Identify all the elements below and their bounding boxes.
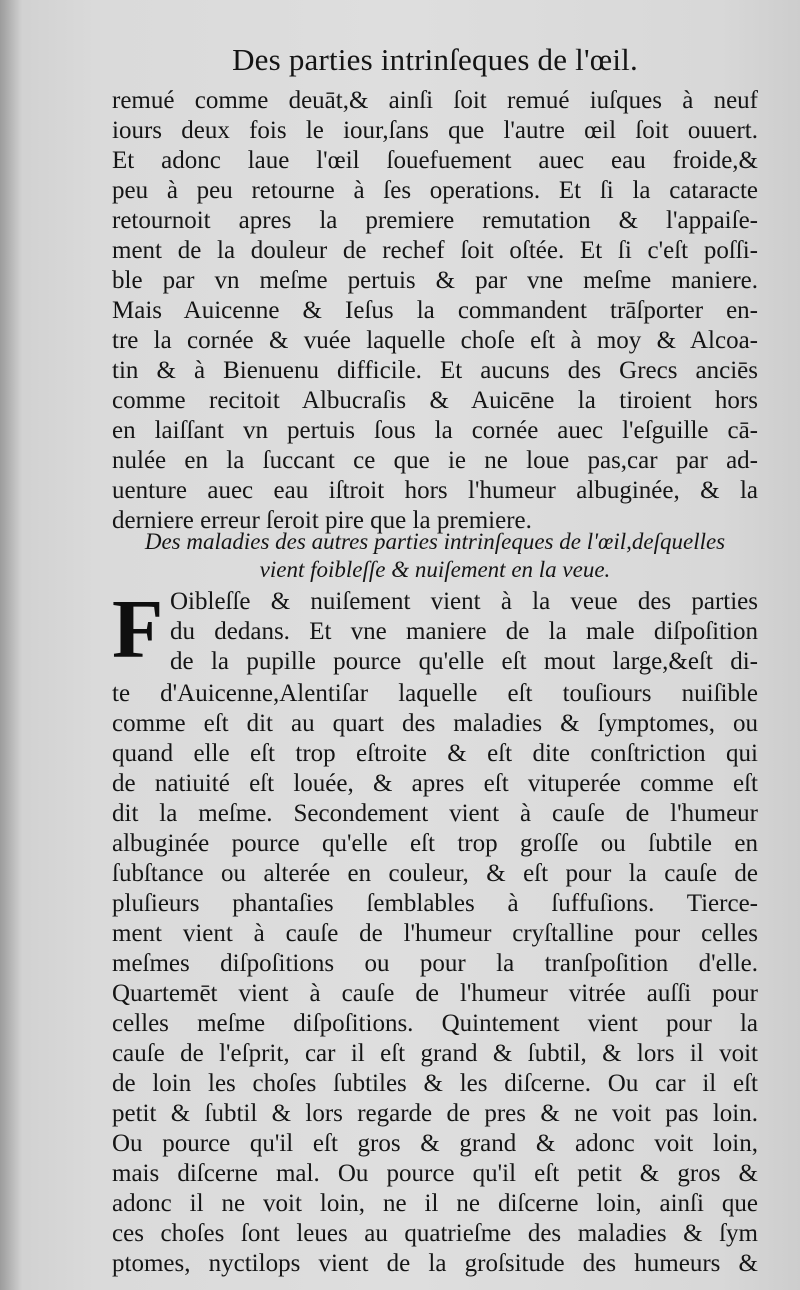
text-line: uenture auec eau iſtroit hors l'humeur albuginée, & la bbox=[112, 477, 758, 504]
text-line: celles meſme diſpoſitions. Quintement vient pour la bbox=[112, 1010, 758, 1037]
text-line: te d'Auicenne,Alentiſar laquelle eſt touſiours nuiſible bbox=[112, 680, 758, 707]
running-head: Des parties intrinſeques de l'œil. bbox=[232, 42, 638, 77]
text-line: tre la cornée & vuée laquelle choſe eſt à moy & Alcoa- bbox=[112, 327, 758, 354]
paragraph-2-opening bbox=[112, 583, 758, 677]
text-line: en laiſſant vn pertuis ſous la cornée auec l'eſguille cā- bbox=[112, 417, 758, 444]
text-line: cauſe de l'eſprit, car il eſt grand & ſubtil, & lors il voit bbox=[112, 1040, 758, 1067]
text-line: Oibleſſe & nuiſement vient à la veue des parties bbox=[170, 588, 758, 615]
text-line: mais diſcerne mal. Ou pource qu'il eſt petit & gros & bbox=[112, 1160, 758, 1187]
text-line: Quartemēt vient à cauſe de l'humeur vitrée auſſi pour bbox=[112, 980, 758, 1007]
text-line: ment vient à cauſe de l'humeur cryſtalline pour celles bbox=[112, 920, 758, 947]
paragraph-1 bbox=[112, 86, 758, 536]
heading-line: vient foibleſſe & nuiſement en la veue. bbox=[259, 557, 611, 582]
text-line: dit la meſme. Secondement vient à cauſe de l'humeur bbox=[112, 800, 758, 827]
text-line: ble par vn meſme pertuis & par vne meſme maniere. bbox=[112, 267, 758, 294]
text-line: Et adonc laue l'œil ſouefuement auec eau froide,& bbox=[112, 147, 758, 174]
drop-cap: F bbox=[112, 583, 164, 676]
text-line: remué comme deuāt,& ainſi ſoit remué iuſques à neuf bbox=[112, 87, 758, 114]
text-line: iours deux fois le iour,ſans que l'autre œil ſoit ouuert. bbox=[112, 117, 758, 144]
text-line: ment de la douleur de rechef ſoit oſtée. Et ſi c'eſt poſſi- bbox=[112, 237, 758, 264]
text-line: derniere erreur ſeroit pire que la premiere. bbox=[112, 507, 532, 534]
text-line: pluſieurs phantaſies ſemblables à ſuffuſions. Tierce- bbox=[112, 890, 758, 917]
text-line: Ou pource qu'il eſt gros & grand & adonc voit loin, bbox=[112, 1130, 758, 1157]
text-line: retournoit apres la premiere remutation & l'appaiſe- bbox=[112, 207, 758, 234]
page-edge-shadow bbox=[0, 0, 22, 1290]
text-line: albuginée pource qu'elle eſt trop groſſe ou ſubtile en bbox=[112, 830, 758, 857]
text-line: peu à peu retourne à ſes operations. Et ſi la cataracte bbox=[112, 177, 758, 204]
text-line: ces choſes ſont leues au quatrieſme des maladies & ſym bbox=[112, 1220, 758, 1247]
text-line: ſubſtance ou alterée en couleur, & eſt pour la cauſe de bbox=[112, 860, 758, 887]
text-line: du dedans. Et vne maniere de la male diſpoſition bbox=[170, 618, 758, 645]
text-line: nulée en la ſuccant ce que ie ne loue pas,car par ad- bbox=[112, 447, 758, 474]
text-line: comme eſt dit au quart des maladies & ſymptomes, ou bbox=[112, 710, 758, 737]
text-line: meſmes diſpoſitions ou pour la tranſpoſition d'elle. bbox=[112, 950, 758, 977]
text-line: comme recitoit Albucraſis & Auicēne la tiroient hors bbox=[112, 387, 758, 414]
paragraph-2 bbox=[112, 679, 758, 1279]
text-line: petit & ſubtil & lors regarde de pres & ne voit pas loin. bbox=[112, 1100, 758, 1127]
text-line: de natiuité eſt louée, & apres eſt vituperée comme eſt bbox=[112, 770, 758, 797]
heading-line: Des maladies des autres parties intrinſeques de l'œil,deſquelles bbox=[144, 529, 726, 554]
text-line: tin & à Bienuenu difficile. Et aucuns des Grecs anciēs bbox=[112, 357, 758, 384]
text-line: quand elle eſt trop eſtroite & eſt dite conſtriction qui bbox=[112, 740, 758, 767]
text-line: ptomes, nyctilops vient de la groſsitude des humeurs & bbox=[112, 1250, 758, 1277]
section-heading bbox=[112, 528, 758, 584]
text-line: Mais Auicenne & Ieſus la commandent trāſporter en- bbox=[112, 297, 758, 324]
text-line: de loin les choſes ſubtiles & les diſcerne. Ou car il eſt bbox=[112, 1070, 758, 1097]
text-line: adonc il ne voit loin, ne il ne diſcerne loin, ainſi que bbox=[112, 1190, 758, 1217]
text-line: de la pupille pource qu'elle eſt mout large,&eſt di- bbox=[170, 648, 758, 675]
